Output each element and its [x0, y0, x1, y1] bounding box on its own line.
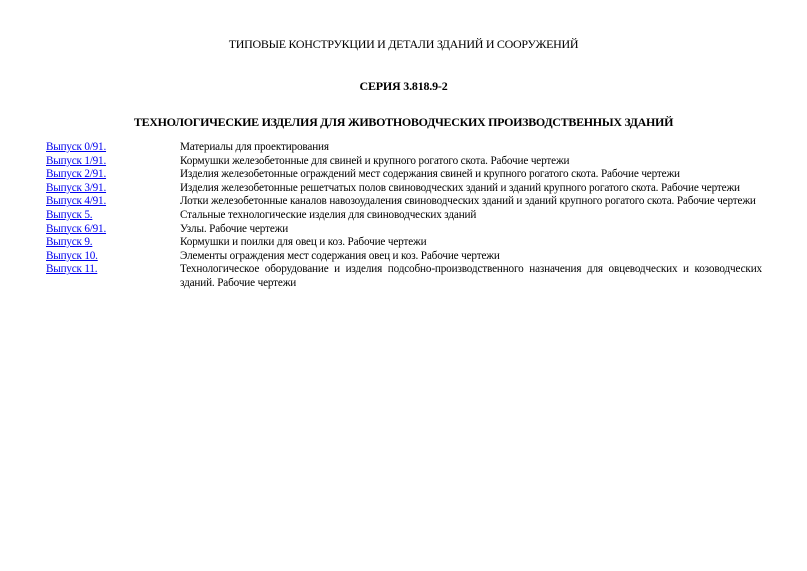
issue-row-5: [46, 209, 762, 223]
issue-row-1: [46, 155, 762, 169]
issue-link-0[interactable]: Выпуск 0/91.: [46, 141, 107, 153]
issue-link-5[interactable]: Выпуск 5.: [46, 208, 93, 221]
issue-row-2: [46, 168, 762, 182]
issue-link-3[interactable]: Выпуск 3/91.: [46, 181, 107, 194]
issue-link-8[interactable]: Выпуск 10.: [46, 249, 98, 262]
issue-row-3: [46, 182, 762, 196]
series-title: СЕРИЯ 3.818.9-2: [359, 79, 448, 93]
topic-title: ТЕХНОЛОГИЧЕСКИЕ ИЗДЕЛИЯ ДЛЯ ЖИВОТНОВОДЧЕСКИХ ПРОИЗВОДСТВЕННЫХ ЗДАНИЙ: [133, 115, 674, 129]
issue-description-2: Изделия железобетонные ограждений мест содержания свиней и крупного рогатого скота. Рабочие чертежи: [180, 168, 680, 181]
issue-link-1[interactable]: Выпуск 1/91.: [46, 154, 107, 167]
issue-list: [46, 141, 762, 291]
issue-row-0: [46, 141, 762, 155]
issue-description-8: Элементы ограждения мест содержания овец и коз. Рабочие чертежи: [180, 249, 500, 262]
issue-link-6[interactable]: Выпуск 6/91.: [46, 222, 107, 235]
issue-link-2[interactable]: Выпуск 2/91.: [46, 168, 107, 181]
issue-row-6: [46, 223, 762, 237]
issue-description-7: Кормушки и поилки для овец и коз. Рабочие чертежи: [180, 236, 427, 249]
issue-description-4: Лотки железобетонные каналов навозоудаления свиноводческих зданий и зданий крупного рогатого скота. Рабочие чертежи: [180, 195, 756, 208]
issue-description-0: Материалы для проектирования: [180, 141, 329, 153]
issue-row-9: [46, 263, 762, 290]
issue-link-9[interactable]: Выпуск 11.: [46, 263, 98, 276]
issue-row-7: [46, 236, 762, 250]
issue-description-9: Технологическое оборудование и изделия подсобно-производственного назначения для овцеводческих и козоводческих зданий. Рабочие чертежи: [180, 263, 762, 289]
collection-title: ТИПОВЫЕ КОНСТРУКЦИИ И ДЕТАЛИ ЗДАНИЙ И СООРУЖЕНИЙ: [228, 37, 579, 51]
issue-description-3: Изделия железобетонные решетчатых полов свиноводческих зданий и зданий крупного рогатого скота. Рабочие чертежи: [180, 181, 740, 194]
issue-description-5: Стальные технологические изделия для свиноводческих зданий: [180, 208, 477, 221]
issue-description-1: Кормушки железобетонные для свиней и крупного рогатого скота. Рабочие чертежи: [180, 154, 570, 167]
issue-description-6: Узлы. Рабочие чертежи: [180, 222, 289, 235]
issue-link-4[interactable]: Выпуск 4/91.: [46, 195, 107, 208]
issue-link-7[interactable]: Выпуск 9.: [46, 236, 93, 249]
issue-row-4: [46, 195, 762, 209]
issue-row-8: [46, 250, 762, 264]
